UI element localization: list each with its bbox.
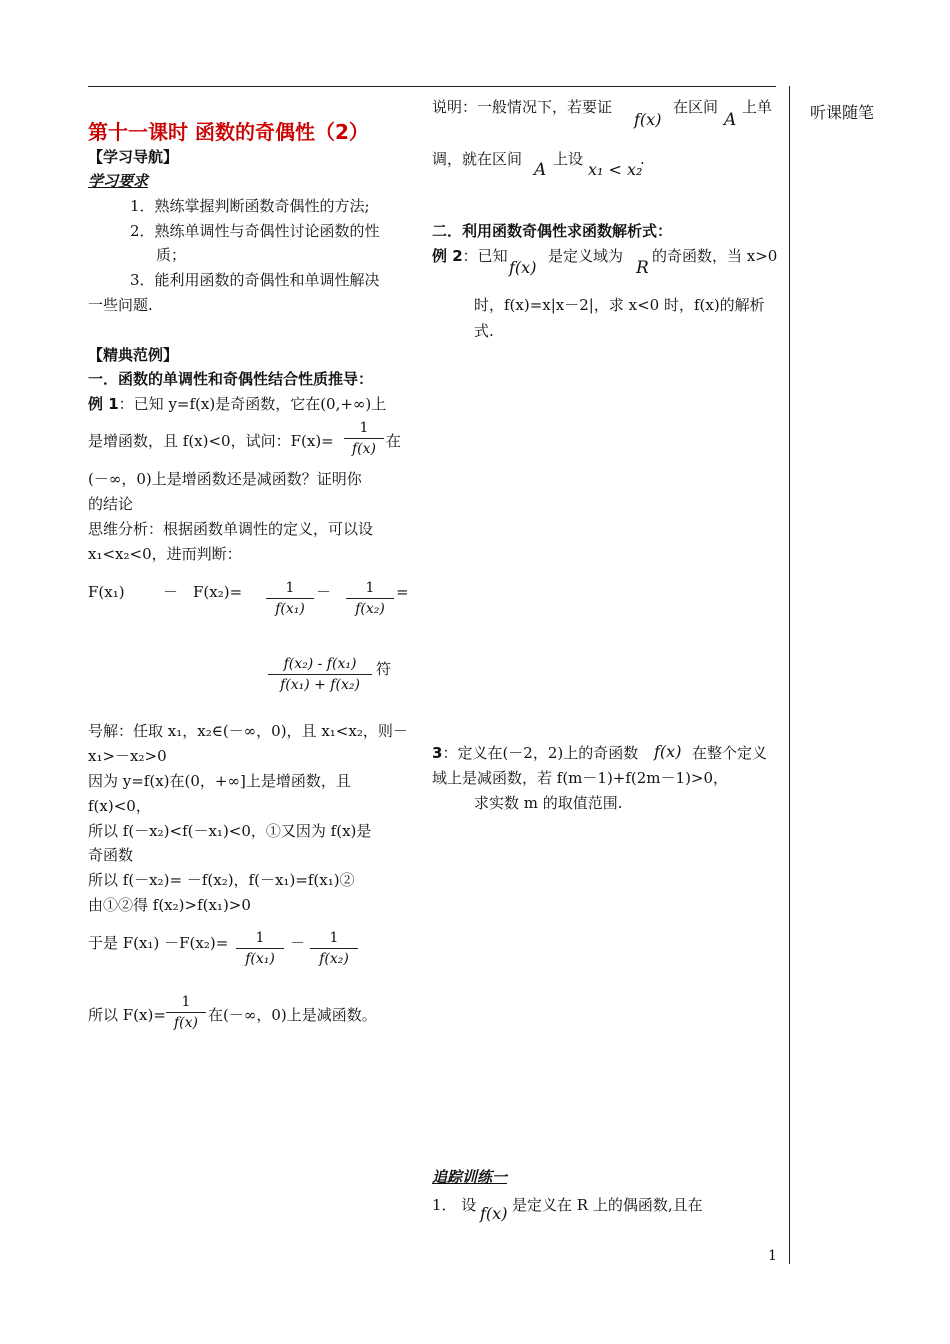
example-1-label: 例 1 xyxy=(88,395,119,413)
tracking-header: 追踪训练一 xyxy=(432,1168,508,1186)
fraction-final: 1 f(x) xyxy=(166,994,206,1031)
tracking-item-1-b: 是定义在 R 上的偶函数,且在 xyxy=(512,1196,703,1214)
from-line: 由①②得 f(x₂)>f(x₁)>0 xyxy=(88,896,251,914)
fraction-then-fx2: 1 f(x₂) xyxy=(310,930,358,967)
note-line2-b: 上设 xyxy=(553,150,584,168)
example-1-line2: 是增函数，且 f(x)<0，试问：F(x)= xyxy=(88,432,334,450)
analysis-line1: 思维分析：根据函数单调性的定义，可以设 xyxy=(88,520,374,538)
conclusion-end: 在(－∞，0)上是减函数。 xyxy=(208,1006,377,1024)
solution-line2: x₁>－x₂>0 xyxy=(88,747,167,765)
example-2-line2: 时，f(x)=x|x－2|，求 x<0 时，f(x)的解析 xyxy=(474,296,765,314)
example-2-line1-a: 例 2：已知 xyxy=(432,247,508,265)
requirement-3-line1: 3．能利用函数的奇偶性和单调性解决 xyxy=(130,271,380,289)
because-line2: f(x)<0， xyxy=(88,797,151,815)
example-2-line1-c: 的奇函数，当 x>0 xyxy=(652,247,778,265)
note-period: . xyxy=(640,150,645,168)
example-2-label: 例 2 xyxy=(432,247,463,265)
note-set-A: A xyxy=(724,110,737,130)
requirements-header: 学习要求 xyxy=(88,172,149,190)
requirement-3-line2: 一些问题. xyxy=(88,296,153,314)
then-line: 于是 F(x₁) －F(x₂)= xyxy=(88,934,229,952)
example-3-line1-a: 3：定义在(－2，2)上的奇函数 xyxy=(432,744,639,762)
conclusion-line: 所以 F(x)= xyxy=(88,1006,166,1024)
page-title: 第十一课时 函数的奇偶性（2） xyxy=(88,120,369,144)
tracking-fx: f(x) xyxy=(480,1204,508,1223)
example-3-line2: 域上是减函数，若 f(m－1)+f(2m－1)>0， xyxy=(432,769,729,787)
example-1-line2-end: 在 xyxy=(386,432,402,450)
so-line1: 所以 f(－x₂)<f(－x₁)<0，①又因为 f(x)是 xyxy=(88,822,372,840)
example-2-line3: 式. xyxy=(474,322,494,340)
note-line1-c: 上单 xyxy=(742,98,773,116)
example-1-line4: 的结论 xyxy=(88,495,134,513)
example-1-line1 xyxy=(88,395,386,413)
nav-header: 【学习导航】 xyxy=(88,148,179,166)
tracking-item-1-a: 1． 设 xyxy=(432,1196,477,1214)
note-fx: f(x) xyxy=(634,110,662,129)
example-2-fx: f(x) xyxy=(509,258,537,277)
note-set-A-2: A xyxy=(534,160,547,180)
so-line3: 所以 f(－x₂)= －f(x₂)，f(－x₁)=f(x₁)② xyxy=(88,871,355,889)
note-line1-b: 在区间 xyxy=(673,98,719,116)
minus-sign-3: － xyxy=(290,934,306,952)
example-2-R: R xyxy=(636,258,649,278)
requirement-2-line2: 质； xyxy=(156,246,187,264)
minus-sign: － xyxy=(163,583,179,601)
side-note: 听课随笔 xyxy=(810,103,875,122)
example-3-line1-b: 在整个定义 xyxy=(692,744,768,762)
minus-sign-2: － xyxy=(316,583,332,601)
note-line2-a: 调，就在区间 xyxy=(432,150,523,168)
fraction-one-over-fx2: 1 f(x₂) xyxy=(346,580,394,617)
example-1-line3: (－∞，0)上是增函数还是减函数？证明你 xyxy=(88,470,362,488)
Fx2-label: F(x₂)= xyxy=(193,583,243,601)
example-3-label: 3 xyxy=(432,744,443,762)
fraction-difference: f(x₂) - f(x₁) f(x₁) + f(x₂) xyxy=(268,656,372,693)
example-3-fx: f(x) xyxy=(654,742,682,761)
example-3-line3: 求实数 m 的取值范围. xyxy=(474,794,623,812)
equals-sign: = xyxy=(396,583,409,601)
because-line1: 因为 y=f(x)在(0，+∞]上是增函数，且 xyxy=(88,772,351,790)
fraction-then-fx1: 1 f(x₁) xyxy=(236,930,284,967)
example-1-text: ：已知 y=f(x)是奇函数，它在(0,+∞)上 xyxy=(118,395,387,413)
requirement-1: 1．熟练掌握判断函数奇偶性的方法; xyxy=(130,197,370,215)
note-inequality: x₁ < x₂ xyxy=(588,160,643,179)
solution-line1: 号解：任取 x₁，x₂∈(－∞，0)，且 x₁<x₂，则－ xyxy=(88,722,408,740)
margin-rule xyxy=(789,86,790,1264)
fraction-one-over-fx1: 1 f(x₁) xyxy=(266,580,314,617)
so-line2: 奇函数 xyxy=(88,846,134,864)
Fx1-label: F(x₁) xyxy=(88,583,125,601)
example-2-line1-b: 是定义域为 xyxy=(548,247,624,265)
top-rule xyxy=(88,86,776,87)
section-1-title: 一．函数的单调性和奇偶性结合性质推导： xyxy=(88,370,374,388)
analysis-line2: x₁<x₂<0，进而判断： xyxy=(88,545,242,563)
examples-header: 【精典范例】 xyxy=(88,346,179,364)
fraction-one-over-fx: 1 f(x) xyxy=(344,420,384,457)
page-number: 1 xyxy=(768,1248,777,1264)
requirement-2-line1: 2．熟练单调性与奇偶性讨论函数的性 xyxy=(130,222,380,240)
section-2-title: 二．利用函数奇偶性求函数解析式： xyxy=(432,222,673,240)
note-line1-a: 说明：一般情况下，若要证 xyxy=(432,98,613,116)
fu-char: 符 xyxy=(376,660,392,678)
